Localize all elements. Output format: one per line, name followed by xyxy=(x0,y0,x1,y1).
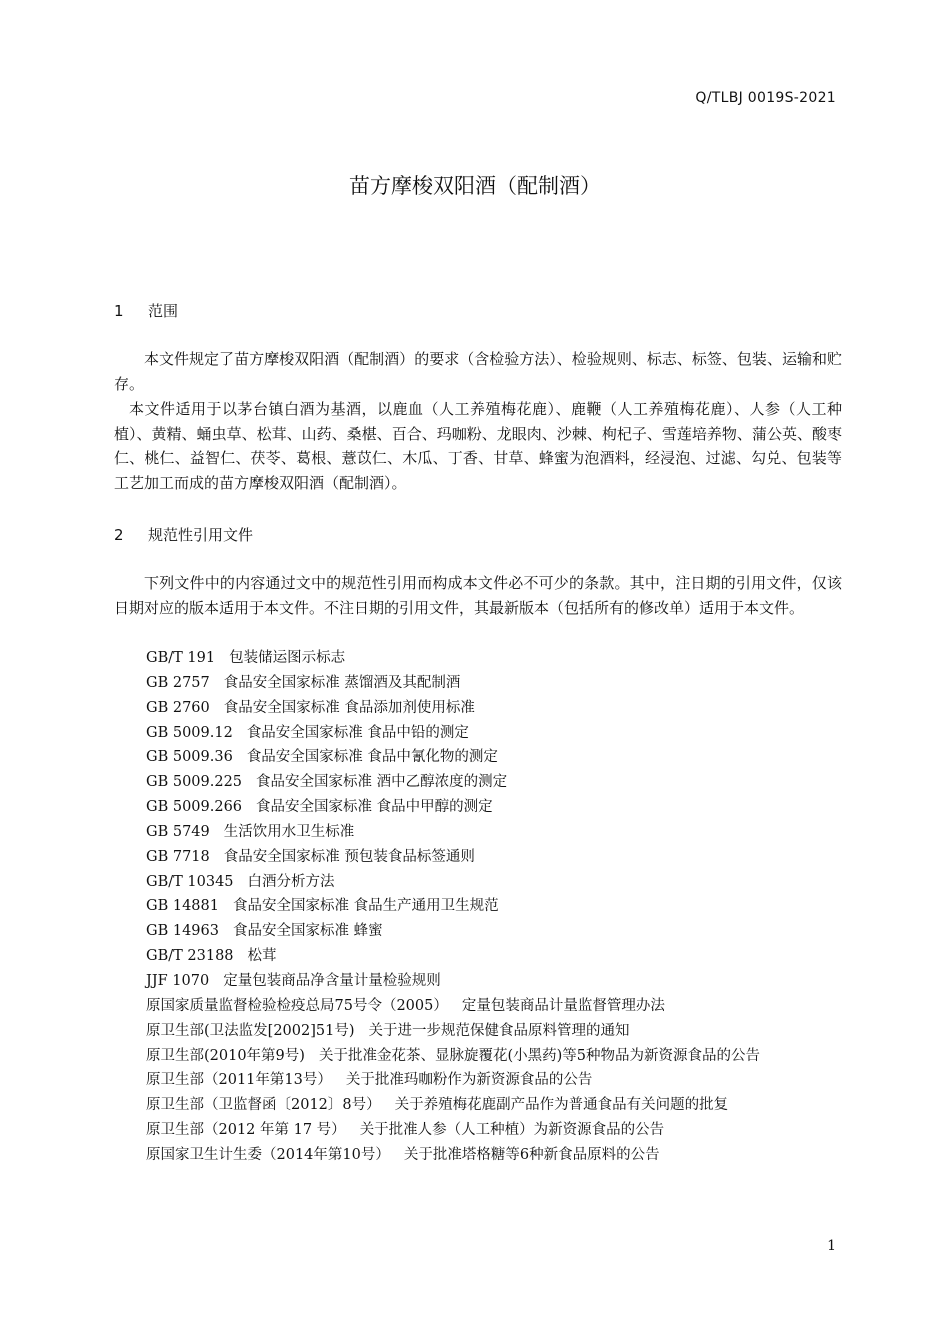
reference-title: 关于批准金花茶、显脉旋覆花(小黑药)等5种物品为新资源食品的公告 xyxy=(318,1047,760,1064)
reference-title: 关于批准塔格糖等6种新食品原料的公告 xyxy=(403,1146,660,1163)
reference-item xyxy=(114,1143,842,1168)
section-heading-normative-references xyxy=(114,524,253,545)
reference-code: GB 7718 xyxy=(146,848,210,865)
reference-code: GB/T 23188 xyxy=(146,948,234,965)
reference-item xyxy=(114,671,842,696)
reference-item xyxy=(114,1093,842,1118)
reference-item xyxy=(114,646,842,671)
references-intro-paragraph: 下列文件中的内容通过文中的规范性引用而构成本文件必不可少的条款。其中，注日期的引用文件，仅该日期对应的版本适用于本文件。不注日期的引用文件，其最新版本（包括所有的修改单）适用于本文件。 xyxy=(114,574,842,617)
reference-code: GB 14881 xyxy=(146,898,219,915)
reference-code: 原国家质量监督检验检疫总局75号令（2005） xyxy=(146,997,448,1014)
reference-item xyxy=(114,1044,842,1069)
reference-list xyxy=(114,646,842,1168)
reference-title: 松茸 xyxy=(247,948,277,965)
reference-code: 原卫生部（2012 年第 17 号） xyxy=(146,1122,346,1139)
reference-title: 白酒分析方法 xyxy=(247,873,335,890)
reference-item xyxy=(114,770,842,795)
reference-title: 生活饮用水卫生标准 xyxy=(223,823,355,840)
reference-title: 食品安全国家标准 食品中甲醇的测定 xyxy=(256,799,493,816)
document-code: Q/TLBJ 0019S-2021 xyxy=(695,90,836,106)
reference-code: GB 5009.266 xyxy=(146,799,243,816)
reference-item xyxy=(114,745,842,770)
section-heading-text: 范围 xyxy=(148,302,179,320)
reference-item xyxy=(114,721,842,746)
reference-code: GB/T 191 xyxy=(146,650,216,666)
reference-code: 原卫生部(卫法监发[2002]51号) xyxy=(146,1022,355,1039)
reference-title: 关于批准人参（人工种植）为新资源食品的公告 xyxy=(359,1122,665,1139)
reference-item xyxy=(114,969,842,994)
reference-item xyxy=(114,1019,842,1044)
reference-title: 食品安全国家标准 蜂蜜 xyxy=(232,923,383,940)
reference-title: 定量包装商品计量监督管理办法 xyxy=(461,997,665,1014)
reference-title: 食品安全国家标准 预包装食品标签通则 xyxy=(223,848,475,865)
scope-paragraph-1: 本文件规定了苗方摩梭双阳酒（配制酒）的要求（含检验方法）、检验规则、标志、标签、包装、运输和贮存。 xyxy=(114,350,842,393)
reference-item xyxy=(114,919,842,944)
reference-title: 关于养殖梅花鹿副产品作为普通食品有关问题的批复 xyxy=(394,1097,729,1114)
reference-code: GB 5009.12 xyxy=(146,724,233,741)
reference-item xyxy=(114,696,842,721)
page-number: 1 xyxy=(827,1238,836,1254)
reference-title: 食品安全国家标准 酒中乙醇浓度的测定 xyxy=(256,774,508,791)
reference-code: GB 2757 xyxy=(146,674,210,691)
reference-code: GB 5749 xyxy=(146,823,210,840)
reference-title: 食品安全国家标准 蒸馏酒及其配制酒 xyxy=(223,674,461,691)
reference-item xyxy=(114,994,842,1019)
reference-title: 关于批准玛咖粉作为新资源食品的公告 xyxy=(345,1072,593,1089)
reference-code: GB/T 10345 xyxy=(146,873,234,890)
section-heading-text: 规范性引用文件 xyxy=(148,526,254,544)
reference-title: 定量包装商品净含量计量检验规则 xyxy=(223,972,441,989)
reference-item xyxy=(114,820,842,845)
reference-title: 关于进一步规范保健食品原料管理的通知 xyxy=(368,1022,630,1039)
reference-item xyxy=(114,894,842,919)
reference-item xyxy=(114,795,842,820)
reference-code: GB 5009.36 xyxy=(146,749,233,766)
reference-code: 原卫生部（卫监督函〔2012〕8号） xyxy=(146,1097,381,1114)
reference-code: 原国家卫生计生委（2014年第10号） xyxy=(146,1146,390,1163)
section-number: 2 xyxy=(114,526,124,544)
reference-item xyxy=(114,944,842,969)
section-heading-scope xyxy=(114,300,178,321)
reference-code: GB 14963 xyxy=(146,923,219,940)
reference-code: GB 2760 xyxy=(146,699,210,716)
reference-item xyxy=(114,845,842,870)
reference-item xyxy=(114,1118,842,1143)
reference-title: 食品安全国家标准 食品中氰化物的测定 xyxy=(246,749,498,766)
reference-code: JJF 1070 xyxy=(146,972,210,989)
page-title: 苗方摩梭双阳酒（配制酒） xyxy=(349,174,601,198)
section-number: 1 xyxy=(114,302,124,320)
reference-title: 包装储运图示标志 xyxy=(229,650,346,666)
reference-code: GB 5009.225 xyxy=(146,774,243,791)
scope-paragraph-2: 本文件适用于以茅台镇白酒为基酒，以鹿血（人工养殖梅花鹿）、鹿鞭（人工养殖梅花鹿）、人参（人工种植）、黄精、蛹虫草、松茸、山药、桑椹、百合、玛咖粉、龙眼肉、沙棘、枸杞子、雪莲培养物、蒲公英、酸枣仁、桃仁、益智仁、茯苓、葛根、薏苡仁、木瓜、丁香、甘草、蜂蜜为泡酒料，经浸泡、过滤、勾兑、包装等工艺加工而成的苗方摩梭双阳酒（配制酒）。 xyxy=(114,400,842,493)
reference-code: 原卫生部(2010年第9号) xyxy=(146,1047,305,1064)
reference-code: 原卫生部（2011年第13号） xyxy=(146,1072,332,1089)
reference-title: 食品安全国家标准 食品中铅的测定 xyxy=(246,724,469,741)
reference-item xyxy=(114,870,842,895)
reference-title: 食品安全国家标准 食品添加剂使用标准 xyxy=(223,699,475,716)
reference-title: 食品安全国家标准 食品生产通用卫生规范 xyxy=(232,898,499,915)
reference-item xyxy=(114,1068,842,1093)
